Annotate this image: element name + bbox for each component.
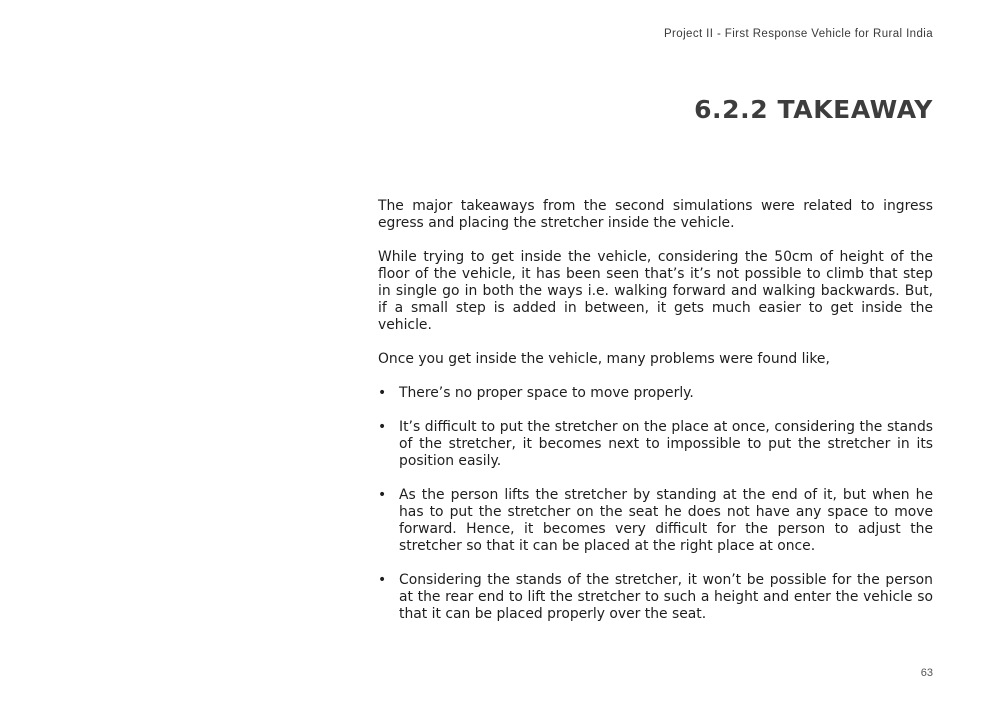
body-text xyxy=(378,198,933,640)
paragraph: While trying to get inside the vehicle, considering the 50cm of height of the floor of the vehicle, it has been seen that’s it’s not possible to climb that step in single go in both the ways i.e. walking forward and walking backwards. But, if a small step is added in between, it gets much easier to get inside the vehicle. xyxy=(378,249,933,333)
paragraph: The major takeaways from the second simulations were related to ingress egress and placing the stretcher inside the vehicle. xyxy=(378,198,933,231)
list-item xyxy=(378,572,933,623)
bullet-icon: • xyxy=(378,385,387,401)
problem-list xyxy=(378,385,933,623)
list-item-text: It’s difficult to put the stretcher on the place at once, considering the stands of the stretcher, it becomes next to impossible to put the stretcher in its position easily. xyxy=(399,419,933,469)
list-item xyxy=(378,487,933,555)
section-title: 6.2.2 TAKEAWAY xyxy=(694,95,933,124)
bullet-icon: • xyxy=(378,487,387,503)
list-item-text: There’s no proper space to move properly. xyxy=(399,385,694,401)
bullet-icon: • xyxy=(378,572,387,588)
running-header: Project II - First Response Vehicle for Rural India xyxy=(663,28,933,40)
bullet-icon: • xyxy=(378,419,387,435)
list-item-text: Considering the stands of the stretcher, it won’t be possible for the person at the rear end to lift the stretcher to such a height and enter the vehicle so that it can be placed properly over the seat. xyxy=(399,572,933,622)
list-item xyxy=(378,419,933,470)
list-item xyxy=(378,385,933,402)
page-number: 63 xyxy=(920,667,933,679)
paragraph: Once you get inside the vehicle, many problems were found like, xyxy=(378,351,830,367)
list-item-text: As the person lifts the stretcher by standing at the end of it, but when he has to put the stretcher on the seat he does not have any space to move forward. Hence, it becomes very difficult for the person to adjust the stretcher so that it can be placed at the right place at once. xyxy=(399,487,933,554)
